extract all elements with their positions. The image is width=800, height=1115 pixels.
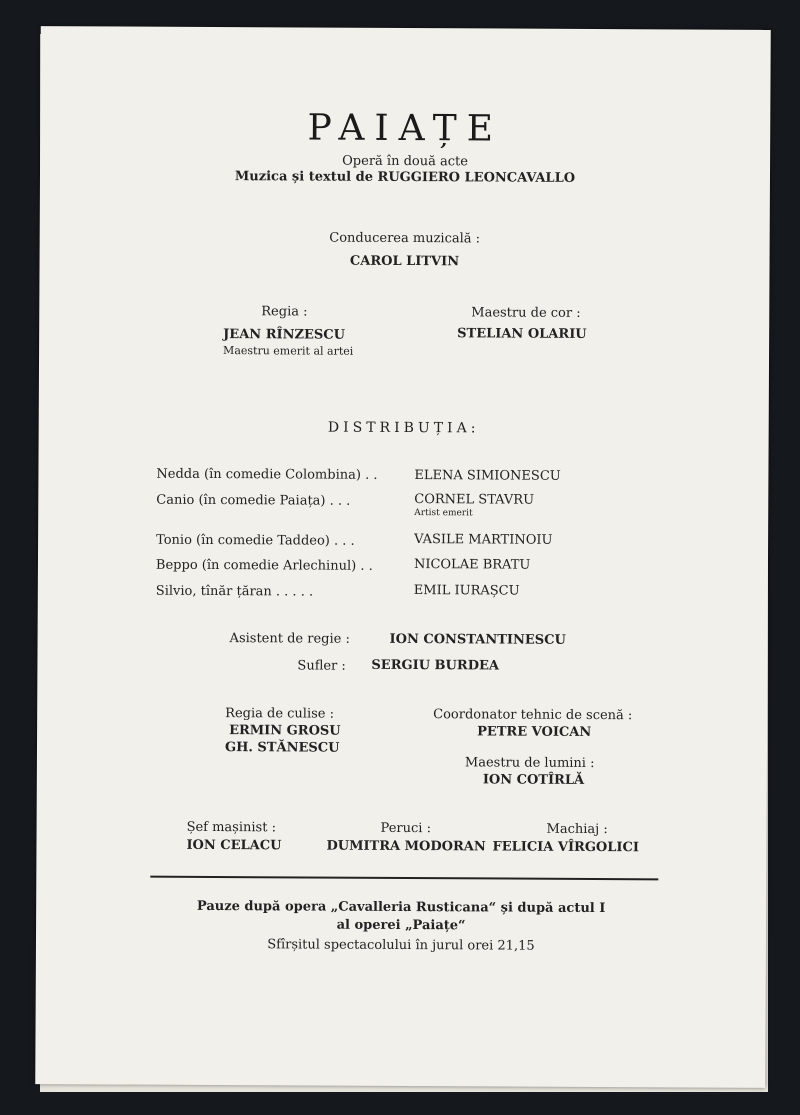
- program-page: [35, 26, 771, 1088]
- wigs-label: Peruci :: [380, 820, 432, 837]
- lights-name: ION COTÎRLĂ: [482, 772, 585, 788]
- direction-label: Regia :: [261, 304, 308, 320]
- page-title: PAIAȚE: [307, 107, 504, 150]
- makeup-name: FELICIA VÎRGOLICI: [492, 839, 639, 856]
- director-title: Maestru emerit al artei: [223, 344, 354, 358]
- machinist-name: ION CELACU: [186, 837, 282, 854]
- end-time-note: Sfîrșitul spectacolului în jurul orei 21,15: [267, 937, 535, 954]
- opera-subtitle: Operă în două acte: [342, 153, 468, 170]
- stage-tech-name: PETRE VOICAN: [477, 724, 592, 740]
- cast-actor: CORNEL STAVRU: [414, 492, 535, 508]
- backstage-label: Regia de culise :: [225, 706, 335, 722]
- cast-heading: DISTRIBUȚIA:: [327, 419, 480, 437]
- prompter-name: SERGIU BURDEA: [371, 657, 500, 674]
- director-name: JEAN RÎNZESCU: [223, 327, 345, 343]
- chorus-label: Maestru de cor :: [471, 305, 581, 321]
- backstage-name: GH. STĂNESCU: [224, 740, 340, 756]
- lights-label: Maestru de lumini :: [464, 755, 595, 772]
- cast-role: Canio (în comedie Paiața) . . .: [156, 492, 351, 509]
- cast-role: Tonio (în comedie Taddeo) . . .: [156, 532, 355, 549]
- conducting-label: Conducerea muzicală :: [329, 230, 481, 247]
- cast-actor: EMIL IURAȘCU: [413, 583, 520, 599]
- prompter-label: Sufler :: [297, 658, 346, 674]
- cast-actor: NICOLAE BRATU: [413, 557, 531, 573]
- cast-actor: ELENA SIMIONESCU: [414, 468, 561, 484]
- divider-line: [150, 876, 658, 881]
- stage-tech-label: Coordonator tehnic de scenă :: [433, 707, 633, 724]
- backstage-name: ERMIN GROSU: [229, 723, 341, 739]
- makeup-label: Machiaj :: [546, 821, 608, 838]
- intermission-note-cont: al operei „Paiațe“: [336, 917, 466, 934]
- composer-line: Muzica și textul de RUGGIERO LEONCAVALLO: [234, 169, 576, 186]
- chorus-master-name: STELIAN OLARIU: [457, 326, 587, 342]
- cast-actor-title: Artist emerit: [414, 508, 473, 519]
- cast-actor: VASILE MARTINOIU: [414, 532, 553, 548]
- wigs-name: DUMITRA MODORAN: [326, 838, 486, 855]
- assistant-name: ION CONSTANTINESCU: [389, 631, 566, 648]
- conductor-name: CAROL LITVIN: [349, 253, 460, 270]
- assistant-label: Asistent de regie :: [229, 631, 350, 647]
- machinist-label: Șef mașinist :: [186, 819, 277, 836]
- cast-role: Silvio, tînăr țăran . . . . .: [155, 583, 314, 600]
- cast-role: Nedda (în comedie Colombina) . .: [156, 466, 378, 483]
- intermission-note: Pauze după opera „Cavalleria Rusticana“ și după actul I: [196, 898, 606, 917]
- cast-role: Beppo (în comedie Arlechinul) . .: [155, 557, 373, 574]
